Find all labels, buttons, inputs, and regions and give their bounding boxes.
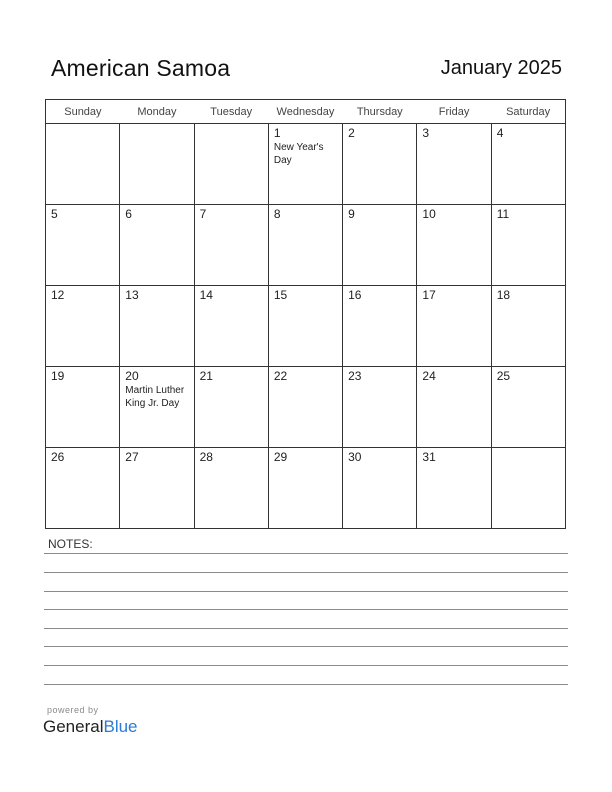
day-number: 13 xyxy=(125,288,139,302)
day-number: 25 xyxy=(496,369,511,383)
day-number: 18 xyxy=(496,288,511,302)
powered-by-text: powered by xyxy=(47,705,99,715)
day-number: 26 xyxy=(51,450,65,464)
day-number: 22 xyxy=(273,369,288,383)
weekday-tuesday: Tuesday xyxy=(194,100,268,124)
calendar-day-cell xyxy=(194,448,268,529)
holiday-label: Martin Luther King Jr. Day xyxy=(125,385,185,409)
calendar-week-row xyxy=(46,286,566,367)
calendar-day-cell xyxy=(417,205,491,286)
calendar-day-cell xyxy=(343,286,417,367)
calendar-day-cell xyxy=(120,448,194,529)
notes-label: NOTES: xyxy=(48,537,93,551)
calendar-day-cell xyxy=(46,448,120,529)
calendar-body xyxy=(46,124,566,529)
calendar-month-title: January 2025 xyxy=(440,57,562,79)
day-number: 11 xyxy=(496,207,510,221)
generalblue-logo xyxy=(43,717,138,737)
calendar-week-row xyxy=(46,124,566,205)
day-number: 28 xyxy=(199,450,213,464)
calendar-day-cell xyxy=(194,367,268,448)
calendar-day-cell xyxy=(343,367,417,448)
note-line xyxy=(44,646,568,647)
calendar-day-cell xyxy=(46,124,120,205)
logo-general-text: General xyxy=(43,717,104,736)
day-number: 8 xyxy=(273,207,281,221)
day-number: 16 xyxy=(348,288,362,302)
calendar-day-cell xyxy=(343,448,417,529)
day-number: 3 xyxy=(422,126,430,140)
calendar-day-cell xyxy=(491,448,565,529)
day-number: 23 xyxy=(348,369,362,383)
day-number: 6 xyxy=(125,207,132,221)
day-number: 20 xyxy=(125,369,139,383)
day-number: 12 xyxy=(51,288,65,302)
day-number: 31 xyxy=(422,450,436,464)
calendar-day-cell xyxy=(46,205,120,286)
day-number: 4 xyxy=(496,126,504,140)
holiday-label: New Year's Day xyxy=(273,142,324,166)
weekday-monday: Monday xyxy=(120,100,194,124)
note-line xyxy=(44,665,568,666)
note-line xyxy=(44,609,568,610)
day-number: 10 xyxy=(422,207,436,221)
calendar-day-cell xyxy=(120,205,194,286)
day-number: 30 xyxy=(348,450,362,464)
day-number: 19 xyxy=(51,369,65,383)
calendar-day-cell xyxy=(268,448,342,529)
weekday-header-row xyxy=(46,100,566,124)
calendar-day-cell xyxy=(417,124,491,205)
weekday-friday: Friday xyxy=(417,100,491,124)
weekday-thursday: Thursday xyxy=(343,100,417,124)
day-number: 15 xyxy=(273,288,288,302)
calendar-day-cell xyxy=(491,286,565,367)
weekday-wednesday: Wednesday xyxy=(268,100,342,124)
calendar-week-row xyxy=(46,448,566,529)
day-number: 5 xyxy=(51,207,58,221)
calendar-grid xyxy=(45,99,566,529)
calendar-day-cell xyxy=(194,286,268,367)
calendar-day-cell xyxy=(46,286,120,367)
day-number: 27 xyxy=(125,450,139,464)
note-line xyxy=(44,572,568,573)
calendar-day-cell xyxy=(268,124,342,205)
calendar-week-row xyxy=(46,367,566,448)
day-number: 29 xyxy=(273,450,288,464)
day-number: 1 xyxy=(273,126,281,140)
note-line xyxy=(44,628,568,629)
day-number: 14 xyxy=(199,288,213,302)
calendar-day-cell xyxy=(46,367,120,448)
logo-blue-text: Blue xyxy=(103,717,138,736)
calendar-day-cell xyxy=(268,286,342,367)
calendar-day-cell xyxy=(491,205,565,286)
day-number: 2 xyxy=(348,126,355,140)
calendar-country-title: American Samoa xyxy=(51,55,231,81)
calendar-day-cell xyxy=(491,367,565,448)
day-number: 21 xyxy=(199,369,213,383)
calendar-day-cell xyxy=(268,367,342,448)
calendar-day-cell xyxy=(417,367,491,448)
note-line xyxy=(44,684,568,685)
day-number: 9 xyxy=(348,207,355,221)
day-number: 24 xyxy=(422,369,436,383)
weekday-saturday: Saturday xyxy=(491,100,565,124)
calendar-day-cell xyxy=(417,448,491,529)
calendar-day-cell xyxy=(194,205,268,286)
day-number: 17 xyxy=(422,288,436,302)
day-number: 7 xyxy=(199,207,207,221)
calendar-day-cell xyxy=(268,205,342,286)
weekday-sunday: Sunday xyxy=(46,100,120,124)
calendar-week-row xyxy=(46,205,566,286)
calendar-day-cell xyxy=(491,124,565,205)
note-line xyxy=(44,591,568,592)
calendar-day-cell xyxy=(343,205,417,286)
calendar-day-cell xyxy=(194,124,268,205)
calendar-day-cell xyxy=(120,286,194,367)
calendar-day-cell xyxy=(120,124,194,205)
calendar-day-cell xyxy=(417,286,491,367)
calendar-day-cell xyxy=(343,124,417,205)
calendar-day-cell xyxy=(120,367,194,448)
note-line xyxy=(44,553,568,554)
